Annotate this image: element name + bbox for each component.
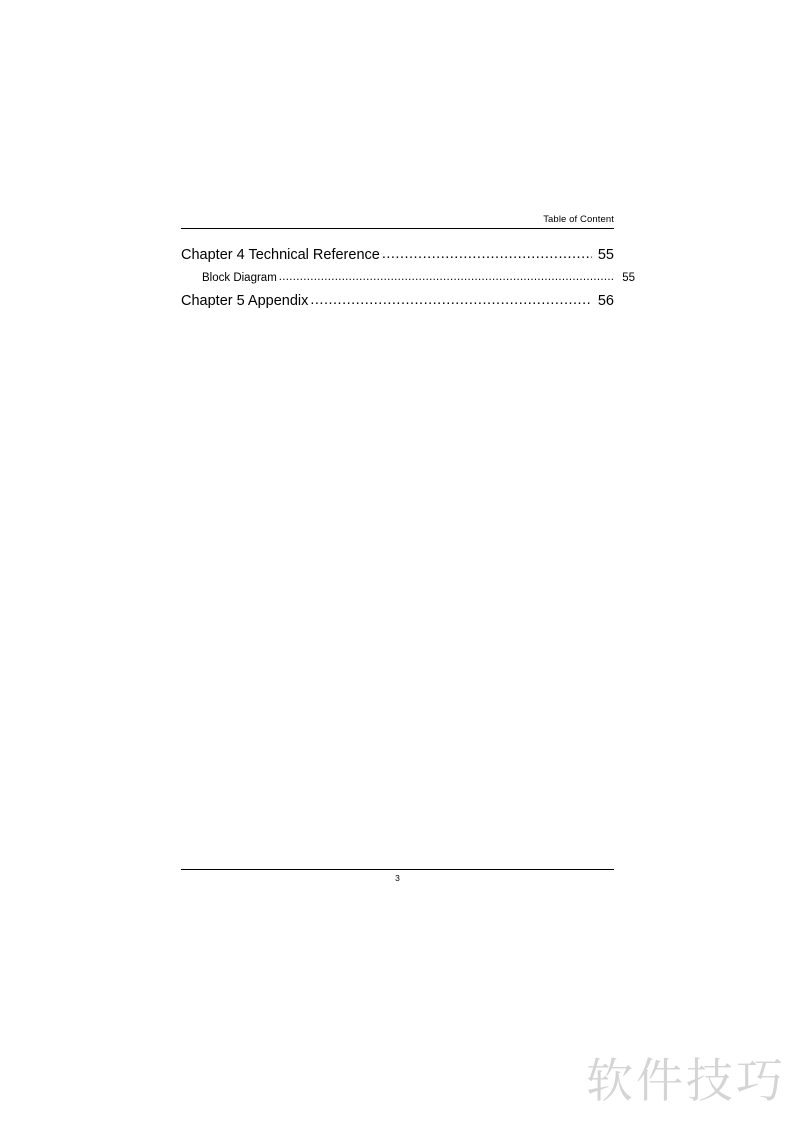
toc-entry-title: Chapter 5 Appendix [181,293,309,309]
toc-leader-dots [279,266,613,288]
toc-entry[interactable] [181,289,614,313]
header-title: Table of Content [543,214,614,225]
toc-leader-dots [310,288,592,312]
toc-entry-page: 55 [622,272,635,284]
footer-page-number: 3 [395,873,400,883]
toc-entry[interactable] [181,243,614,267]
toc-entry-title: Chapter 4 Technical Reference [181,247,380,263]
toc-entry[interactable] [181,267,635,289]
table-of-contents [181,243,635,313]
toc-entry-title: Block Diagram [202,272,277,284]
header-divider [181,228,614,229]
toc-entry-page: 55 [597,247,614,263]
toc-entry-page: 56 [597,293,614,309]
watermark-text: 软件技巧 [586,1054,786,1109]
page-footer [181,869,614,884]
toc-leader-dots [382,242,592,266]
page-header [181,214,614,229]
